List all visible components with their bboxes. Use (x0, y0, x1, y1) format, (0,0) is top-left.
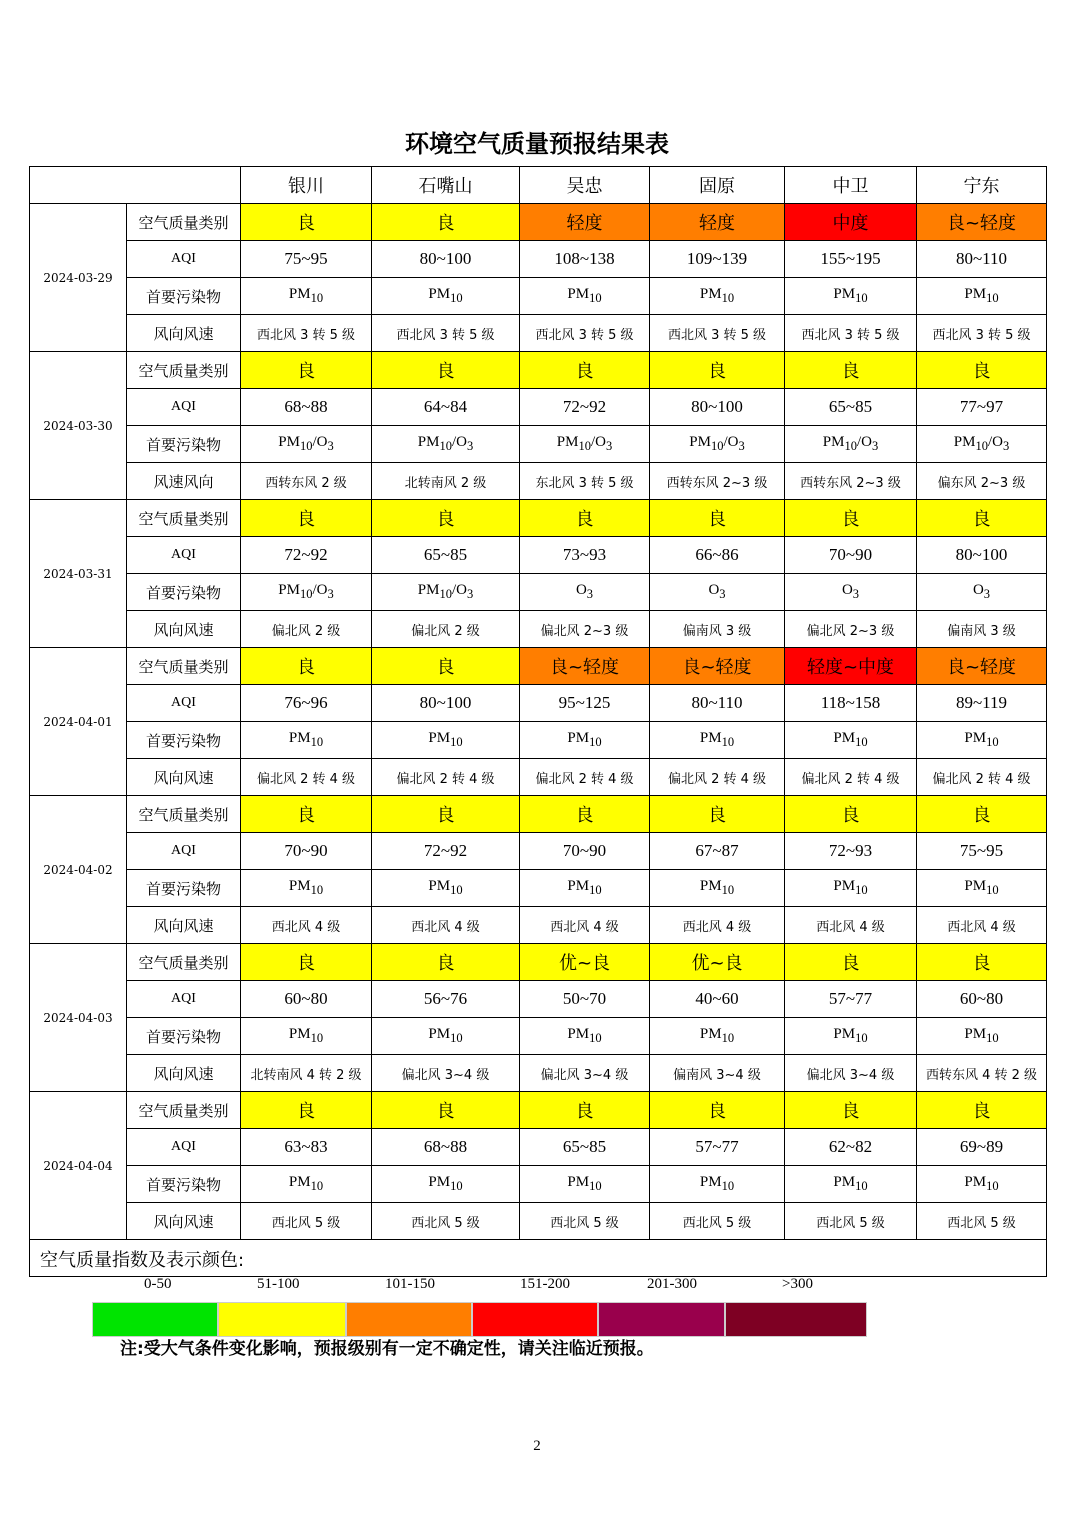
row-label: AQI (127, 241, 241, 278)
row-label: AQI (127, 833, 241, 870)
legend-color-swatch (218, 1302, 346, 1337)
wind-cell: 偏北风 2 转 4 级 (241, 759, 372, 796)
wind-cell: 偏北风 2 转 4 级 (650, 759, 785, 796)
wind-cell: 西北风 5 级 (785, 1203, 917, 1240)
pollutant-cell: $PM_{10}/O_3$ (650, 426, 785, 463)
aqi-cell: 70~90 (520, 833, 650, 870)
wind-cell: 偏南风 3 级 (917, 611, 1047, 648)
category-cell: 良 (785, 796, 917, 833)
wind-cell: 西北风 3 转 5 级 (520, 315, 650, 352)
forecast-date: 2024-04-03 (30, 944, 127, 1092)
row-label: 风向风速 (127, 759, 241, 796)
pollutant-row (30, 870, 1047, 907)
category-cell: 良 (372, 352, 520, 389)
pollutant-cell: $PM_{10}/O_3$ (241, 574, 372, 611)
aqi-cell: 50~70 (520, 981, 650, 1018)
row-label: 首要污染物 (127, 574, 241, 611)
row-label: 风速风向 (127, 463, 241, 500)
row-label: 首要污染物 (127, 1166, 241, 1203)
aqi-cell: 80~100 (650, 389, 785, 426)
aqi-cell: 63~83 (241, 1129, 372, 1166)
category-cell: 良 (785, 944, 917, 981)
wind-cell: 东北风 3 转 5 级 (520, 463, 650, 500)
pollutant-cell: $PM_{10}$ (241, 722, 372, 759)
category-row (30, 352, 1047, 389)
wind-cell: 偏北风 2 转 4 级 (520, 759, 650, 796)
row-label: 风向风速 (127, 907, 241, 944)
wind-cell: 偏北风 3~4 级 (520, 1055, 650, 1092)
row-label: 风向风速 (127, 1203, 241, 1240)
category-cell: 良 (241, 1092, 372, 1129)
aqi-cell: 65~85 (785, 389, 917, 426)
page-number: 2 (533, 1438, 541, 1454)
aqi-cell: 67~87 (650, 833, 785, 870)
category-cell: 良 (650, 1092, 785, 1129)
category-cell: 良 (520, 352, 650, 389)
pollutant-cell: $PM_{10}$ (650, 1166, 785, 1203)
row-label: 首要污染物 (127, 426, 241, 463)
wind-cell: 西转东风 2~3 级 (785, 463, 917, 500)
category-row (30, 1092, 1047, 1129)
legend-range: >300 (782, 1276, 813, 1292)
pollutant-row (30, 722, 1047, 759)
row-label: 首要污染物 (127, 1018, 241, 1055)
wind-cell: 北转南风 4 转 2 级 (241, 1055, 372, 1092)
pollutant-row (30, 574, 1047, 611)
city-header: 中卫 (785, 167, 917, 204)
wind-cell: 偏南风 3~4 级 (650, 1055, 785, 1092)
category-cell: 良 (372, 204, 520, 241)
aqi-cell: 60~80 (241, 981, 372, 1018)
pollutant-cell: $PM_{10}$ (785, 1018, 917, 1055)
aqi-cell: 108~138 (520, 241, 650, 278)
pollutant-cell: $PM_{10}$ (241, 278, 372, 315)
pollutant-row (30, 426, 1047, 463)
category-cell: 良 (917, 1092, 1047, 1129)
pollutant-cell: $PM_{10}/O_3$ (520, 426, 650, 463)
row-label: 空气质量类别 (127, 1092, 241, 1129)
aqi-row (30, 389, 1047, 426)
category-cell: 良 (785, 1092, 917, 1129)
category-cell: 良~轻度 (917, 648, 1047, 685)
category-cell: 良 (241, 352, 372, 389)
aqi-cell: 80~100 (917, 537, 1047, 574)
pollutant-cell: $PM_{10}$ (372, 722, 520, 759)
city-header: 固原 (650, 167, 785, 204)
wind-cell: 西北风 4 级 (520, 907, 650, 944)
wind-cell: 偏北风 2~3 级 (785, 611, 917, 648)
pollutant-cell: $PM_{10}$ (917, 278, 1047, 315)
wind-cell: 西北风 5 级 (650, 1203, 785, 1240)
pollutant-cell: $PM_{10}$ (785, 722, 917, 759)
wind-cell: 偏南风 3 级 (650, 611, 785, 648)
aqi-cell: 72~92 (520, 389, 650, 426)
category-row (30, 796, 1047, 833)
category-cell: 良 (241, 944, 372, 981)
category-cell: 轻度 (650, 204, 785, 241)
wind-cell: 偏北风 3~4 级 (785, 1055, 917, 1092)
wind-cell: 西转东风 2~3 级 (650, 463, 785, 500)
pollutant-cell: $PM_{10}/O_3$ (785, 426, 917, 463)
aqi-cell: 62~82 (785, 1129, 917, 1166)
wind-row (30, 759, 1047, 796)
aqi-cell: 65~85 (520, 1129, 650, 1166)
aqi-cell: 77~97 (917, 389, 1047, 426)
pollutant-cell: $PM_{10}$ (241, 870, 372, 907)
category-cell: 良 (520, 500, 650, 537)
aqi-row (30, 1129, 1047, 1166)
category-cell: 轻度 (520, 204, 650, 241)
pollutant-cell: $O_3$ (650, 574, 785, 611)
wind-cell: 西转东风 4 转 2 级 (917, 1055, 1047, 1092)
city-header-row (30, 167, 1047, 204)
aqi-cell: 73~93 (520, 537, 650, 574)
pollutant-row (30, 1018, 1047, 1055)
forecast-date: 2024-03-30 (30, 352, 127, 500)
legend-color-swatch (598, 1302, 725, 1337)
row-label: AQI (127, 1129, 241, 1166)
category-row (30, 648, 1047, 685)
wind-row (30, 315, 1047, 352)
category-row (30, 204, 1047, 241)
aqi-cell: 76~96 (241, 685, 372, 722)
aqi-cell: 118~158 (785, 685, 917, 722)
pollutant-cell: $PM_{10}$ (917, 870, 1047, 907)
legend-range: 201-300 (647, 1276, 697, 1292)
category-cell: 良~轻度 (917, 204, 1047, 241)
category-cell: 良 (520, 796, 650, 833)
category-cell: 良 (917, 944, 1047, 981)
aqi-cell: 57~77 (785, 981, 917, 1018)
legend-title: 空气质量指数及表示颜色: (40, 1250, 245, 1271)
aqi-cell: 80~110 (650, 685, 785, 722)
forecast-date: 2024-03-29 (30, 204, 127, 352)
category-cell: 优~良 (650, 944, 785, 981)
pollutant-cell: $PM_{10}$ (917, 1166, 1047, 1203)
wind-row (30, 611, 1047, 648)
row-label: 风向风速 (127, 315, 241, 352)
pollutant-cell: $PM_{10}$ (520, 1166, 650, 1203)
pollutant-row (30, 1166, 1047, 1203)
aqi-cell: 72~92 (372, 833, 520, 870)
wind-cell: 西北风 5 级 (520, 1203, 650, 1240)
aqi-cell: 66~86 (650, 537, 785, 574)
pollutant-cell: $O_3$ (520, 574, 650, 611)
category-cell: 良~轻度 (650, 648, 785, 685)
aqi-row (30, 685, 1047, 722)
wind-cell: 西北风 3 转 5 级 (372, 315, 520, 352)
pollutant-cell: $PM_{10}/O_3$ (917, 426, 1047, 463)
aqi-cell: 80~100 (372, 241, 520, 278)
aqi-cell: 40~60 (650, 981, 785, 1018)
wind-cell: 西北风 4 级 (650, 907, 785, 944)
category-cell: 良 (241, 204, 372, 241)
legend-range: 51-100 (257, 1276, 300, 1292)
aqi-cell: 68~88 (372, 1129, 520, 1166)
legend (30, 1240, 1047, 1292)
wind-cell: 西北风 3 转 5 级 (917, 315, 1047, 352)
wind-row (30, 907, 1047, 944)
category-cell: 良 (917, 796, 1047, 833)
pollutant-cell: $PM_{10}/O_3$ (372, 426, 520, 463)
pollutant-cell: $O_3$ (917, 574, 1047, 611)
corner-cell (30, 167, 241, 204)
category-cell: 良 (650, 500, 785, 537)
row-label: 空气质量类别 (127, 944, 241, 981)
row-label: 首要污染物 (127, 870, 241, 907)
row-label: 风向风速 (127, 611, 241, 648)
pollutant-cell: $PM_{10}$ (520, 722, 650, 759)
wind-cell: 偏北风 2 级 (372, 611, 520, 648)
legend-color-swatch (472, 1302, 598, 1337)
aqi-cell: 70~90 (241, 833, 372, 870)
pollutant-cell: $O_3$ (785, 574, 917, 611)
category-cell: 良 (372, 648, 520, 685)
aqi-cell: 72~92 (241, 537, 372, 574)
aqi-row (30, 241, 1047, 278)
aqi-row (30, 833, 1047, 870)
pollutant-cell: $PM_{10}$ (785, 1166, 917, 1203)
row-label: 空气质量类别 (127, 500, 241, 537)
pollutant-cell: $PM_{10}$ (520, 870, 650, 907)
category-cell: 良 (520, 1092, 650, 1129)
aqi-cell: 109~139 (650, 241, 785, 278)
row-label: AQI (127, 981, 241, 1018)
aqi-cell: 56~76 (372, 981, 520, 1018)
category-row (30, 944, 1047, 981)
row-label: 空气质量类别 (127, 796, 241, 833)
forecast-date: 2024-03-31 (30, 500, 127, 648)
row-label: 首要污染物 (127, 278, 241, 315)
wind-cell: 西北风 3 转 5 级 (785, 315, 917, 352)
wind-cell: 西北风 5 级 (241, 1203, 372, 1240)
wind-cell: 偏东风 2~3 级 (917, 463, 1047, 500)
category-cell: 中度 (785, 204, 917, 241)
pollutant-cell: $PM_{10}$ (241, 1018, 372, 1055)
pollutant-cell: $PM_{10}$ (372, 1018, 520, 1055)
category-cell: 良 (372, 796, 520, 833)
wind-cell: 西北风 3 转 5 级 (241, 315, 372, 352)
city-header: 吴忠 (520, 167, 650, 204)
pollutant-cell: $PM_{10}$ (372, 1166, 520, 1203)
category-cell: 良 (785, 352, 917, 389)
pollutant-cell: $PM_{10}/O_3$ (241, 426, 372, 463)
row-label: 空气质量类别 (127, 648, 241, 685)
category-cell: 良 (650, 796, 785, 833)
category-cell: 良 (785, 500, 917, 537)
row-label: 空气质量类别 (127, 204, 241, 241)
wind-cell: 西北风 4 级 (785, 907, 917, 944)
page-title: 环境空气质量预报结果表 (405, 130, 669, 158)
legend-color-swatch (346, 1302, 472, 1337)
aqi-cell: 95~125 (520, 685, 650, 722)
legend-range: 101-150 (385, 1276, 435, 1292)
row-label: AQI (127, 685, 241, 722)
wind-cell: 偏北风 2 级 (241, 611, 372, 648)
category-cell: 优~良 (520, 944, 650, 981)
wind-cell: 西北风 4 级 (917, 907, 1047, 944)
legend-row (30, 1240, 1047, 1277)
legend-color-swatch (92, 1302, 218, 1337)
category-cell: 良 (917, 352, 1047, 389)
pollutant-cell: $PM_{10}$ (372, 278, 520, 315)
aqi-cell: 69~89 (917, 1129, 1047, 1166)
city-header: 宁东 (917, 167, 1047, 204)
category-cell: 良 (241, 648, 372, 685)
forecast-date: 2024-04-01 (30, 648, 127, 796)
pollutant-cell: $PM_{10}$ (650, 870, 785, 907)
row-label: 风向风速 (127, 1055, 241, 1092)
category-row (30, 500, 1047, 537)
city-header: 石嘴山 (372, 167, 520, 204)
category-cell: 轻度~中度 (785, 648, 917, 685)
forecast-note: 注:受大气条件变化影响，预报级别有一定不确定性，请关注临近预报。 (120, 1339, 654, 1359)
category-cell: 良 (372, 944, 520, 981)
aqi-cell: 75~95 (917, 833, 1047, 870)
category-cell: 良 (650, 352, 785, 389)
pollutant-cell: $PM_{10}/O_3$ (372, 574, 520, 611)
aqi-cell: 68~88 (241, 389, 372, 426)
wind-cell: 偏北风 3~4 级 (372, 1055, 520, 1092)
aqi-cell: 57~77 (650, 1129, 785, 1166)
aqi-cell: 72~93 (785, 833, 917, 870)
pollutant-cell: $PM_{10}$ (650, 278, 785, 315)
category-cell: 良 (917, 500, 1047, 537)
category-cell: 良 (372, 1092, 520, 1129)
pollutant-cell: $PM_{10}$ (241, 1166, 372, 1203)
aqi-cell: 75~95 (241, 241, 372, 278)
pollutant-cell: $PM_{10}$ (785, 870, 917, 907)
category-cell: 良~轻度 (520, 648, 650, 685)
wind-row (30, 1055, 1047, 1092)
pollutant-row (30, 278, 1047, 315)
aqi-cell: 60~80 (917, 981, 1047, 1018)
aqi-row (30, 981, 1047, 1018)
wind-cell: 偏北风 2 转 4 级 (917, 759, 1047, 796)
aqi-cell: 65~85 (372, 537, 520, 574)
wind-cell: 西北风 5 级 (372, 1203, 520, 1240)
row-label: AQI (127, 537, 241, 574)
aqi-cell: 64~84 (372, 389, 520, 426)
category-cell: 良 (241, 796, 372, 833)
forecast-table (29, 166, 1047, 1292)
wind-cell: 西北风 4 级 (372, 907, 520, 944)
pollutant-cell: $PM_{10}$ (520, 278, 650, 315)
category-cell: 良 (241, 500, 372, 537)
pollutant-cell: $PM_{10}$ (917, 722, 1047, 759)
legend-color-swatch (725, 1302, 867, 1337)
wind-cell: 偏北风 2 转 4 级 (372, 759, 520, 796)
wind-cell: 西北风 4 级 (241, 907, 372, 944)
forecast-date: 2024-04-04 (30, 1092, 127, 1240)
wind-cell: 北转南风 2 级 (372, 463, 520, 500)
pollutant-cell: $PM_{10}$ (785, 278, 917, 315)
city-header: 银川 (241, 167, 372, 204)
wind-cell: 偏北风 2~3 级 (520, 611, 650, 648)
wind-cell: 偏北风 2 转 4 级 (785, 759, 917, 796)
row-label: AQI (127, 389, 241, 426)
category-cell: 良 (372, 500, 520, 537)
pollutant-cell: $PM_{10}$ (917, 1018, 1047, 1055)
row-label: 空气质量类别 (127, 352, 241, 389)
aqi-cell: 155~195 (785, 241, 917, 278)
aqi-cell: 70~90 (785, 537, 917, 574)
wind-row (30, 463, 1047, 500)
wind-cell: 西转东风 2 级 (241, 463, 372, 500)
forecast-date: 2024-04-02 (30, 796, 127, 944)
wind-cell: 西北风 5 级 (917, 1203, 1047, 1240)
row-label: 首要污染物 (127, 722, 241, 759)
pollutant-cell: $PM_{10}$ (372, 870, 520, 907)
aqi-cell: 80~110 (917, 241, 1047, 278)
aqi-row (30, 537, 1047, 574)
legend-range: 0-50 (144, 1276, 172, 1292)
pollutant-cell: $PM_{10}$ (520, 1018, 650, 1055)
aqi-cell: 80~100 (372, 685, 520, 722)
pollutant-cell: $PM_{10}$ (650, 722, 785, 759)
wind-cell: 西北风 3 转 5 级 (650, 315, 785, 352)
pollutant-cell: $PM_{10}$ (650, 1018, 785, 1055)
wind-row (30, 1203, 1047, 1240)
legend-range: 151-200 (520, 1276, 570, 1292)
aqi-cell: 89~119 (917, 685, 1047, 722)
